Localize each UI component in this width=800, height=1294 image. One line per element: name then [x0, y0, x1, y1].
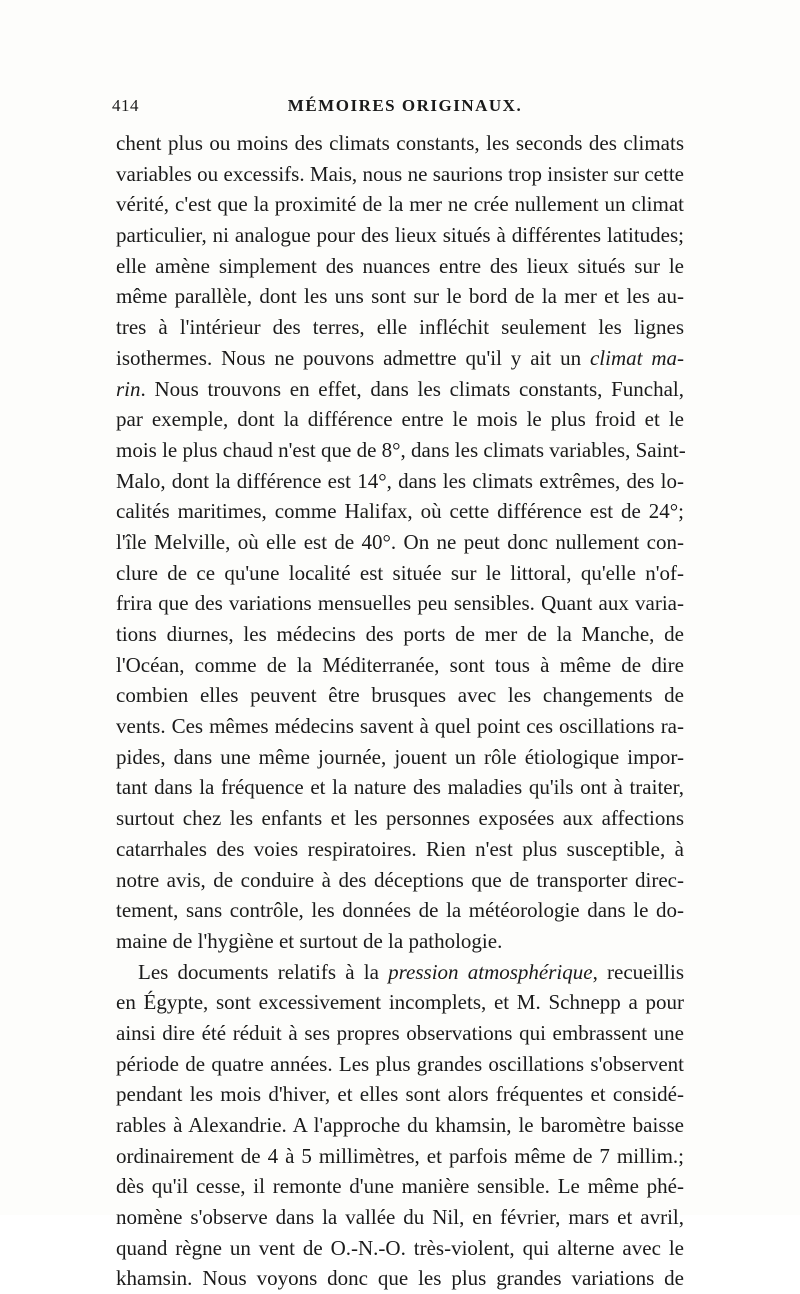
text-line: ordinairement de 4 à 5 millimètres, et parfois même de 7 millim.; [116, 1143, 684, 1168]
text-line: période de quatre années. Les plus grandes oscillations s'observent [116, 1051, 684, 1076]
text-line: frira que des variations mensuelles peu sensibles. Quant aux varia- [116, 591, 684, 616]
text-line: notre avis, de conduire à des déceptions que de transporter direc- [116, 867, 684, 892]
text-line: Les documents relatifs à la pression atmosphérique, recueillis [138, 959, 685, 984]
text-line: en Égypte, sont excessivement incomplets, et M. Schnepp a pour [116, 990, 684, 1015]
text-line: clure de ce qu'une localité est située sur le littoral, qu'elle n'of- [116, 560, 684, 585]
text-line: maine de l'hygiène et surtout de la pathologie. [116, 928, 503, 953]
text-line: surtout chez les enfants et les personnes exposées aux affections [116, 806, 684, 831]
text-line: tions diurnes, les médecins des ports de mer de la Manche, de [116, 622, 684, 646]
text-line: quand règne un vent de O.-N.-O. très-violent, qui alterne avec le [116, 1235, 684, 1260]
running-title: MÉMOIRES ORIGINAUX. [287, 96, 523, 115]
text-line: variables ou excessifs. Mais, nous ne saurions trop insister sur cette [116, 161, 684, 186]
text-line: vérité, c'est que la proximité de la mer ne crée nullement un climat [116, 192, 684, 217]
text-line: chent plus ou moins des climats constants, les seconds des climats [116, 131, 684, 155]
text-line: particulier, ni analogue pour des lieux situés à différentes latitudes; [116, 223, 684, 248]
text-line: pendant les mois d'hiver, et elles sont alors fréquentes et considé- [116, 1082, 684, 1107]
text-line: combien elles peuvent être brusques avec les changements de [116, 683, 684, 708]
text-line: catarrhales des voies respiratoires. Rien n'est plus susceptible, à [116, 836, 684, 861]
text-line: mois le plus chaud n'est que de 8°, dans les climats variables, Saint- [116, 437, 686, 462]
text-line: pides, dans une même journée, jouent un rôle étiologique impor- [116, 744, 684, 769]
running-head [112, 96, 698, 120]
text-line: l'île Melville, où elle est de 40°. On ne peut donc nullement con- [116, 529, 684, 554]
text-line: vents. Ces mêmes médecins savent à quel point ces oscillations ra- [116, 714, 684, 739]
italic-term: climat ma- [589, 345, 684, 370]
text-line: tres à l'intérieur des terres, elle infléchit seulement les lignes [116, 315, 684, 340]
text-line: calités maritimes, comme Halifax, où cette différence est de 24°; [116, 499, 684, 524]
text-line: par exemple, dont la différence entre le mois le plus froid et le [116, 407, 684, 432]
text-line: khamsin. Nous voyons donc que les plus grandes variations de [116, 1266, 684, 1291]
text-line: Malo, dont la différence est 14°, dans les climats extrêmes, des lo- [116, 468, 684, 493]
text-line: tement, sans contrôle, les données de la météorologie dans le do- [116, 898, 684, 923]
text-line: l'Océan, comme de la Méditerranée, sont tous à même de dire [116, 652, 684, 677]
text-line: rables à Alexandrie. A l'approche du khamsin, le baromètre baisse [116, 1113, 684, 1137]
text-line: isothermes. Nous ne pouvons admettre qu'il y ait un climat ma- [116, 345, 684, 370]
text-line: ainsi dire été réduit à ses propres observations qui embrassent une [116, 1020, 684, 1045]
italic-term: rin [116, 376, 141, 401]
text-line: nomène s'observe dans la vallée du Nil, en février, mars et avril, [116, 1205, 684, 1230]
text-line: dès qu'il cesse, il remonte d'une manière sensible. Le même phé- [116, 1174, 684, 1199]
text-line: elle amène simplement des nuances entre des lieux situés sur le [116, 253, 684, 278]
text-line: même parallèle, dont les uns sont sur le bord de la mer et les au- [116, 284, 684, 309]
italic-term: pression atmosphérique [388, 959, 593, 984]
text-line: tant dans la fréquence et la nature des maladies qu'ils ont à traiter, [116, 775, 684, 800]
text-line: rin. Nous trouvons en effet, dans les climats constants, Funchal, [116, 376, 684, 401]
body-text [116, 128, 684, 1294]
page-number: 414 [112, 96, 139, 115]
